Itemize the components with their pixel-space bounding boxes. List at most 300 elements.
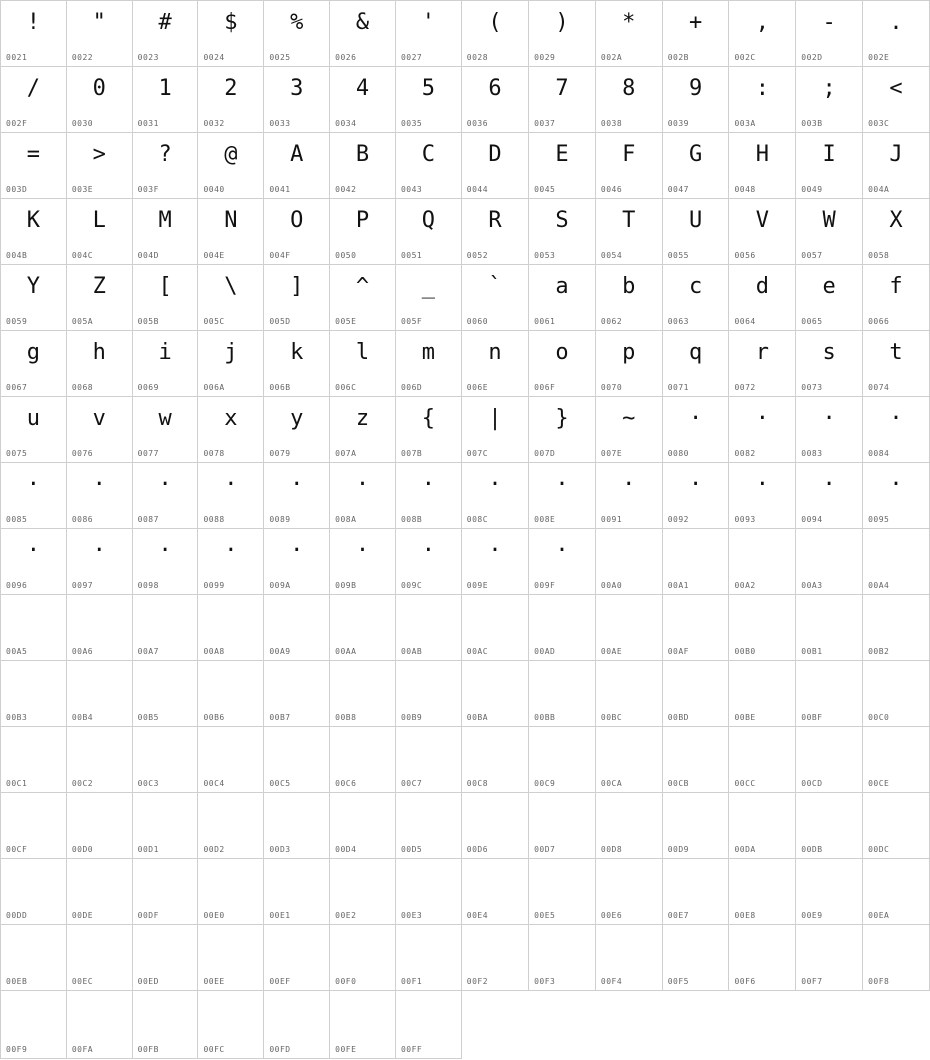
glyph-codepoint: 00F5 [667, 977, 689, 986]
glyph-cell[interactable] [863, 67, 930, 133]
glyph-codepoint: 002E [868, 53, 890, 62]
glyph-cell[interactable] [395, 331, 461, 397]
glyph-cell[interactable] [66, 463, 132, 529]
glyph-cell[interactable] [1, 595, 67, 661]
glyph-sample [198, 859, 263, 903]
glyph-sample [67, 859, 132, 903]
glyph-cell[interactable] [662, 661, 729, 727]
glyph-cell[interactable] [662, 133, 729, 199]
glyph-codepoint: 00C7 [400, 779, 423, 788]
glyph-cell[interactable] [66, 661, 132, 727]
glyph-cell[interactable] [529, 727, 596, 793]
glyph-cell[interactable] [132, 1, 198, 67]
glyph-cell[interactable] [461, 67, 528, 133]
glyph-cell[interactable] [796, 265, 863, 331]
glyph-cell[interactable] [198, 859, 264, 925]
glyph-cell[interactable] [662, 463, 729, 529]
glyph-cell[interactable] [198, 397, 264, 463]
glyph-cell[interactable] [132, 661, 198, 727]
glyph-cell[interactable] [729, 1, 796, 67]
glyph-sample [133, 595, 198, 639]
glyph-cell[interactable] [132, 331, 198, 397]
glyph-cell[interactable] [395, 133, 461, 199]
glyph-codepoint: 0031 [137, 119, 159, 128]
glyph-cell[interactable] [595, 133, 662, 199]
glyph-row [1, 331, 930, 397]
glyph-cell[interactable] [796, 331, 863, 397]
glyph-cell[interactable] [796, 529, 863, 595]
glyph-cell[interactable] [863, 199, 930, 265]
glyph-sample [198, 595, 263, 639]
glyph-codepoint: 00CE [868, 779, 890, 788]
glyph-cell[interactable] [595, 925, 662, 991]
glyph-cell[interactable] [529, 133, 596, 199]
glyph-cell[interactable] [461, 859, 528, 925]
glyph-cell[interactable] [330, 1, 396, 67]
glyph-cell[interactable] [198, 595, 264, 661]
glyph-cell[interactable] [1, 859, 67, 925]
glyph-sample: [ [158, 274, 172, 299]
glyph-cell[interactable] [1, 727, 67, 793]
glyph-cell[interactable] [1, 991, 67, 1059]
glyph-cell[interactable] [198, 529, 264, 595]
glyph-sample: 4 [355, 76, 370, 101]
glyph-cell[interactable] [264, 265, 330, 331]
glyph-codepoint: 002C [734, 53, 756, 62]
glyph-cell[interactable] [529, 463, 596, 529]
glyph-codepoint: 00FF [400, 1044, 423, 1054]
glyph-cell[interactable] [529, 265, 596, 331]
glyph-cell[interactable] [264, 67, 330, 133]
glyph-sample: V [755, 208, 769, 233]
glyph-cell[interactable] [198, 67, 264, 133]
glyph-codepoint: 00C9 [534, 779, 556, 788]
glyph-codepoint: 00F2 [466, 977, 489, 986]
glyph-codepoint: 00F7 [801, 977, 823, 986]
glyph-cell[interactable] [330, 595, 396, 661]
glyph-cell[interactable] [461, 331, 528, 397]
glyph-cell[interactable] [395, 67, 461, 133]
glyph-cell[interactable] [729, 793, 796, 859]
glyph-cell[interactable] [662, 199, 729, 265]
glyph-row [1, 463, 930, 529]
glyph-codepoint: 00E5 [534, 911, 556, 920]
glyph-cell[interactable] [132, 463, 198, 529]
glyph-sample: ; [822, 76, 836, 101]
glyph-codepoint: 0082 [734, 449, 756, 458]
glyph-cell[interactable] [662, 727, 729, 793]
glyph-codepoint: 0066 [868, 317, 890, 326]
glyph-codepoint: 0027 [400, 53, 423, 62]
glyph-cell[interactable] [395, 265, 461, 331]
glyph-cell[interactable] [1, 793, 67, 859]
glyph-cell[interactable] [863, 133, 930, 199]
glyph-cell[interactable] [662, 529, 729, 595]
glyph-cell[interactable] [863, 463, 930, 529]
glyph-cell[interactable] [729, 331, 796, 397]
glyph-codepoint: 00A9 [269, 647, 291, 656]
glyph-cell[interactable] [729, 463, 796, 529]
glyph-cell[interactable] [662, 859, 729, 925]
glyph-cell[interactable] [198, 331, 264, 397]
glyph-cell[interactable] [66, 67, 132, 133]
glyph-cell[interactable] [729, 199, 796, 265]
glyph-sample: ! [26, 10, 41, 35]
glyph-cell[interactable] [729, 595, 796, 661]
glyph-cell[interactable] [198, 463, 264, 529]
glyph-sample [462, 661, 528, 705]
glyph-codepoint: 0099 [203, 581, 225, 590]
glyph-cell[interactable] [863, 265, 930, 331]
glyph-cell[interactable] [796, 727, 863, 793]
glyph-cell[interactable] [132, 925, 198, 991]
glyph-cell[interactable] [595, 463, 662, 529]
glyph-cell[interactable] [1, 265, 67, 331]
glyph-cell[interactable] [796, 1, 863, 67]
glyph-cell[interactable] [595, 859, 662, 925]
glyph-codepoint: 00BD [667, 713, 689, 722]
glyph-cell[interactable] [461, 199, 528, 265]
glyph-cell[interactable] [66, 133, 132, 199]
glyph-codepoint: 00D5 [400, 845, 423, 854]
glyph-cell[interactable] [330, 859, 396, 925]
glyph-codepoint: 00CA [600, 779, 623, 788]
glyph-cell[interactable] [729, 265, 796, 331]
glyph-cell[interactable] [395, 991, 461, 1059]
glyph-cell[interactable] [395, 529, 461, 595]
glyph-cell[interactable] [529, 199, 596, 265]
glyph-cell[interactable] [461, 133, 528, 199]
glyph-cell[interactable] [595, 265, 662, 331]
glyph-cell[interactable] [1, 331, 67, 397]
glyph-cell[interactable] [662, 397, 729, 463]
glyph-cell[interactable] [863, 859, 930, 925]
glyph-codepoint: 0085 [6, 515, 28, 524]
glyph-cell[interactable] [461, 265, 528, 331]
glyph-cell[interactable] [529, 331, 596, 397]
glyph-cell[interactable] [662, 265, 729, 331]
glyph-cell[interactable] [729, 397, 796, 463]
glyph-codepoint: 0053 [534, 251, 556, 260]
glyph-cell[interactable] [863, 397, 930, 463]
glyph-codepoint: 0055 [667, 251, 689, 260]
glyph-cell[interactable] [132, 67, 198, 133]
glyph-sample [330, 925, 395, 969]
glyph-cell[interactable] [198, 199, 264, 265]
glyph-sample: · [92, 538, 106, 563]
glyph-cell[interactable] [863, 1, 930, 67]
glyph-cell[interactable] [198, 991, 264, 1059]
glyph-cell[interactable] [395, 595, 461, 661]
glyph-cell[interactable] [796, 793, 863, 859]
glyph-cell[interactable] [1, 67, 67, 133]
glyph-codepoint: 00ED [137, 977, 159, 986]
glyph-cell[interactable] [662, 67, 729, 133]
glyph-cell[interactable] [264, 991, 330, 1059]
glyph-cell[interactable] [595, 331, 662, 397]
glyph-cell[interactable] [1, 133, 67, 199]
glyph-sample: q [688, 340, 703, 365]
glyph-cell[interactable] [1, 463, 67, 529]
glyph-sample: · [224, 472, 238, 497]
glyph-sample [863, 925, 929, 969]
glyph-cell[interactable] [595, 793, 662, 859]
glyph-cell[interactable] [264, 1, 330, 67]
glyph-cell[interactable] [132, 397, 198, 463]
glyph-cell[interactable] [529, 661, 596, 727]
glyph-cell[interactable] [395, 397, 461, 463]
glyph-sample: · [889, 406, 903, 431]
glyph-cell[interactable] [461, 925, 528, 991]
glyph-codepoint: 0059 [6, 317, 28, 326]
glyph-cell[interactable] [662, 331, 729, 397]
glyph-cell[interactable] [796, 859, 863, 925]
glyph-cell[interactable] [729, 925, 796, 991]
glyph-cell[interactable] [796, 397, 863, 463]
glyph-cell[interactable] [595, 67, 662, 133]
glyph-cell[interactable] [264, 463, 330, 529]
glyph-cell[interactable] [198, 793, 264, 859]
glyph-cell[interactable] [132, 595, 198, 661]
glyph-cell[interactable] [796, 595, 863, 661]
glyph-cell[interactable] [796, 67, 863, 133]
glyph-codepoint: 00AB [400, 647, 423, 656]
glyph-codepoint: 00CD [801, 779, 823, 788]
glyph-cell[interactable] [461, 793, 528, 859]
glyph-sample: n [488, 340, 502, 365]
glyph-cell[interactable] [595, 1, 662, 67]
glyph-sample [1, 727, 66, 771]
glyph-sample: M [158, 208, 172, 233]
glyph-sample [863, 727, 929, 771]
glyph-cell[interactable] [662, 793, 729, 859]
glyph-cell[interactable] [132, 727, 198, 793]
glyph-sample [396, 595, 461, 639]
glyph-cell[interactable] [395, 727, 461, 793]
glyph-cell[interactable] [863, 793, 930, 859]
glyph-sample: N [224, 208, 238, 233]
glyph-cell[interactable] [66, 793, 132, 859]
glyph-cell[interactable] [595, 529, 662, 595]
glyph-cell[interactable] [198, 661, 264, 727]
glyph-cell[interactable] [330, 727, 396, 793]
glyph-codepoint: 002D [801, 53, 823, 62]
glyph-cell[interactable] [264, 595, 330, 661]
glyph-cell[interactable] [132, 133, 198, 199]
glyph-cell[interactable] [863, 727, 930, 793]
glyph-cell[interactable] [330, 199, 396, 265]
glyph-codepoint: 00C5 [269, 779, 291, 788]
glyph-cell[interactable] [264, 331, 330, 397]
glyph-sample [596, 727, 662, 771]
glyph-cell[interactable] [1, 661, 67, 727]
glyph-cell[interactable] [330, 67, 396, 133]
glyph-codepoint: 004B [6, 251, 28, 260]
glyph-codepoint: 0088 [203, 515, 225, 524]
glyph-cell[interactable] [461, 463, 528, 529]
glyph-cell[interactable] [264, 133, 330, 199]
glyph-cell[interactable] [1, 397, 67, 463]
glyph-cell[interactable] [66, 1, 132, 67]
glyph-cell[interactable] [264, 859, 330, 925]
glyph-codepoint: 005B [137, 317, 159, 326]
glyph-codepoint: 00A4 [868, 581, 890, 590]
glyph-cell[interactable] [662, 925, 729, 991]
glyph-codepoint: 00E2 [335, 911, 357, 920]
glyph-cell[interactable] [264, 793, 330, 859]
glyph-cell[interactable] [395, 1, 461, 67]
glyph-cell[interactable] [595, 595, 662, 661]
glyph-cell[interactable] [198, 925, 264, 991]
glyph-cell-empty [662, 991, 729, 1059]
glyph-cell[interactable] [264, 529, 330, 595]
glyph-cell[interactable] [66, 859, 132, 925]
glyph-cell[interactable] [1, 199, 67, 265]
glyph-cell[interactable] [595, 199, 662, 265]
glyph-codepoint: 00A0 [600, 581, 623, 590]
glyph-cell[interactable] [395, 463, 461, 529]
glyph-cell[interactable] [395, 793, 461, 859]
glyph-cell[interactable] [796, 925, 863, 991]
glyph-cell[interactable] [264, 661, 330, 727]
glyph-codepoint: 008B [400, 515, 423, 524]
glyph-cell[interactable] [729, 859, 796, 925]
glyph-cell[interactable] [198, 265, 264, 331]
glyph-cell[interactable] [132, 991, 198, 1059]
glyph-cell[interactable] [330, 397, 396, 463]
glyph-cell[interactable] [529, 67, 596, 133]
glyph-cell[interactable] [330, 133, 396, 199]
glyph-cell[interactable] [595, 397, 662, 463]
glyph-cell[interactable] [132, 793, 198, 859]
glyph-codepoint: 008A [335, 515, 357, 524]
glyph-codepoint: 0056 [734, 251, 756, 260]
glyph-cell[interactable] [264, 199, 330, 265]
glyph-cell[interactable] [198, 1, 264, 67]
glyph-cell[interactable] [1, 1, 67, 67]
glyph-cell[interactable] [395, 661, 461, 727]
glyph-cell[interactable] [330, 265, 396, 331]
glyph-cell[interactable] [395, 859, 461, 925]
glyph-cell[interactable] [1, 529, 67, 595]
glyph-sample: O [290, 208, 304, 233]
glyph-cell[interactable] [461, 1, 528, 67]
glyph-cell[interactable] [132, 529, 198, 595]
glyph-cell[interactable] [729, 529, 796, 595]
glyph-cell[interactable] [729, 727, 796, 793]
glyph-cell[interactable] [330, 331, 396, 397]
glyph-sample: G [688, 142, 703, 167]
glyph-cell[interactable] [729, 133, 796, 199]
glyph-cell[interactable] [132, 265, 198, 331]
glyph-cell[interactable] [863, 529, 930, 595]
glyph-cell[interactable] [796, 463, 863, 529]
glyph-cell[interactable] [198, 133, 264, 199]
glyph-sample: J [889, 142, 903, 167]
glyph-cell[interactable] [729, 661, 796, 727]
glyph-cell[interactable] [796, 199, 863, 265]
glyph-cell[interactable] [461, 661, 528, 727]
glyph-cell[interactable] [796, 661, 863, 727]
glyph-cell[interactable] [264, 727, 330, 793]
glyph-cell[interactable] [729, 67, 796, 133]
glyph-cell[interactable] [863, 595, 930, 661]
glyph-cell[interactable] [66, 529, 132, 595]
glyph-cell[interactable] [66, 265, 132, 331]
glyph-sample [729, 661, 795, 705]
glyph-cell[interactable] [66, 595, 132, 661]
glyph-cell[interactable] [461, 397, 528, 463]
glyph-cell[interactable] [395, 199, 461, 265]
glyph-cell[interactable] [66, 727, 132, 793]
glyph-cell[interactable] [461, 529, 528, 595]
glyph-cell[interactable] [198, 727, 264, 793]
glyph-cell[interactable] [863, 331, 930, 397]
glyph-cell[interactable] [796, 133, 863, 199]
glyph-cell[interactable] [264, 397, 330, 463]
glyph-cell[interactable] [863, 925, 930, 991]
glyph-cell[interactable] [66, 991, 132, 1059]
glyph-cell[interactable] [1, 925, 67, 991]
glyph-cell[interactable] [529, 859, 596, 925]
glyph-cell[interactable] [330, 463, 396, 529]
glyph-cell[interactable] [529, 529, 596, 595]
glyph-cell[interactable] [264, 925, 330, 991]
glyph-cell[interactable] [330, 925, 396, 991]
glyph-cell[interactable] [132, 199, 198, 265]
glyph-cell[interactable] [662, 1, 729, 67]
glyph-cell[interactable] [461, 727, 528, 793]
glyph-cell[interactable] [330, 661, 396, 727]
glyph-cell[interactable] [662, 595, 729, 661]
glyph-cell[interactable] [132, 859, 198, 925]
glyph-codepoint: 00D6 [466, 845, 489, 854]
glyph-cell[interactable] [395, 925, 461, 991]
glyph-sample [529, 661, 595, 705]
glyph-cell[interactable] [529, 1, 596, 67]
glyph-cell[interactable] [330, 991, 396, 1059]
glyph-sample [264, 925, 329, 969]
glyph-cell[interactable] [595, 727, 662, 793]
glyph-sample: Y [26, 274, 41, 299]
glyph-cell[interactable] [330, 529, 396, 595]
glyph-cell[interactable] [66, 199, 132, 265]
glyph-row [1, 595, 930, 661]
glyph-cell[interactable] [529, 595, 596, 661]
glyph-cell[interactable] [863, 661, 930, 727]
glyph-sample: & [355, 10, 370, 35]
glyph-codepoint: 00FD [269, 1044, 291, 1054]
glyph-codepoint: 0050 [335, 251, 357, 260]
glyph-codepoint: 009E [466, 581, 489, 590]
glyph-map-body [1, 1, 930, 1059]
glyph-codepoint: 0062 [600, 317, 623, 326]
glyph-cell[interactable] [595, 661, 662, 727]
glyph-sample: $ [224, 10, 238, 35]
glyph-cell[interactable] [529, 397, 596, 463]
glyph-cell[interactable] [66, 397, 132, 463]
glyph-cell[interactable] [529, 793, 596, 859]
glyph-codepoint: 00CB [667, 779, 689, 788]
glyph-cell[interactable] [461, 595, 528, 661]
glyph-cell[interactable] [529, 925, 596, 991]
glyph-sample: · [488, 538, 502, 563]
glyph-sample: U [688, 208, 703, 233]
glyph-cell[interactable] [330, 793, 396, 859]
glyph-cell[interactable] [66, 331, 132, 397]
glyph-sample [198, 661, 263, 705]
glyph-cell[interactable] [66, 925, 132, 991]
